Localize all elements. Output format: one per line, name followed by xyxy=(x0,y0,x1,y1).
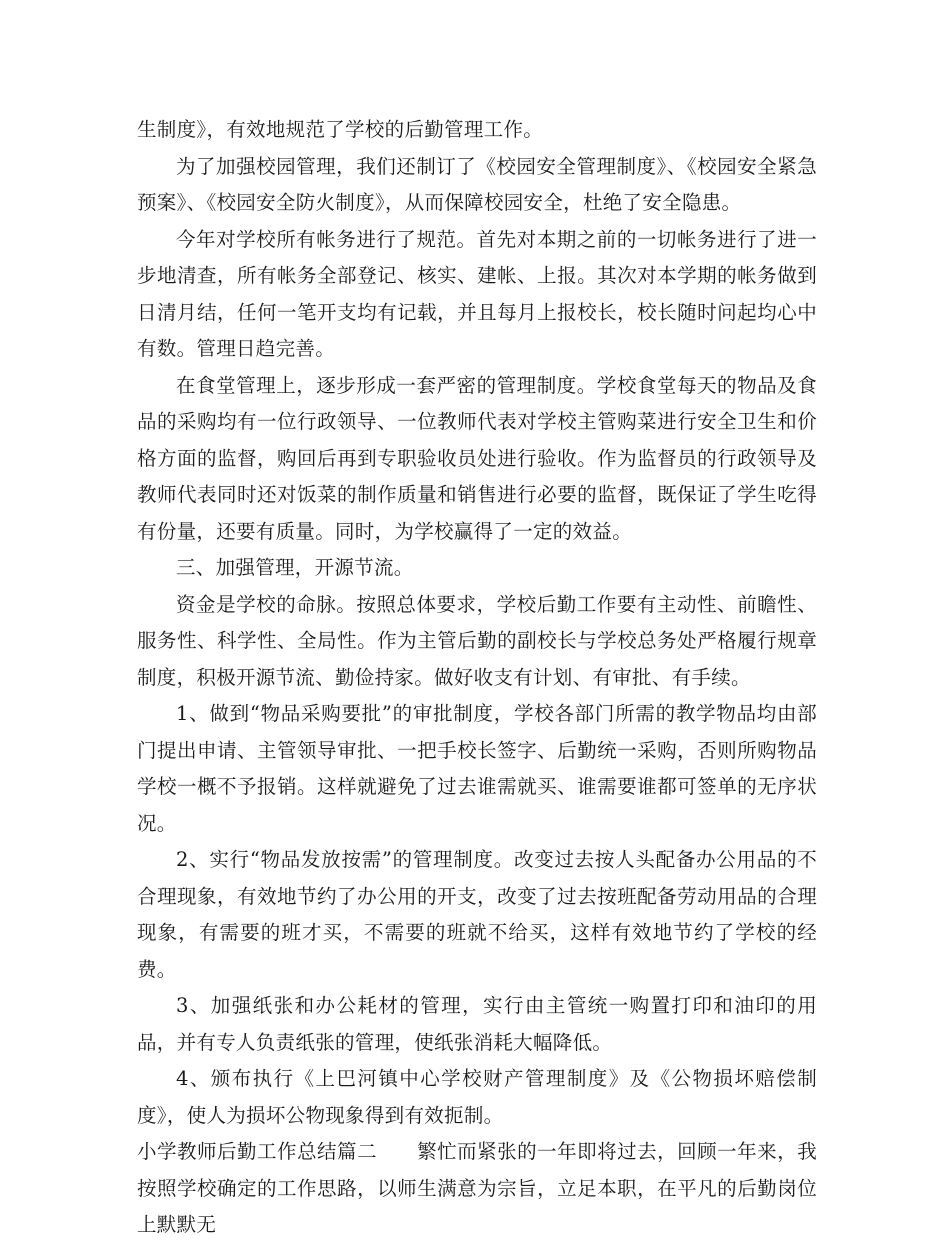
paragraph-1: 生制度》，有效地规范了学校的后勤管理工作。 xyxy=(137,118,544,141)
paragraph-3: 今年对学校所有帐务进行了规范。首先对本期之前的一切帐务进行了进一步地清查，所有帐务全部登记、核实、建帐、上报。其次对本学期的帐务做到日清月结，任何一笔开支均有记载，并且每月上报校长，校长随时问起均心中有数。管理日趋完善。 xyxy=(137,227,817,360)
list-item-2: 2、实行“物品发放按需”的管理制度。改变过去按人头配备办公用品的不合理现象，有效地节约了办公用的开支，改变了过去按班配备劳动用品的合理现象，有需要的班才买，不需要的班就不给买，这样有效地节约了学校的经费。 xyxy=(137,848,817,981)
paragraph-2: 为了加强校园管理，我们还制订了《校园安全管理制度》、《校园安全紧急预案》、《校园安全防火制度》，从而保障校园安全，杜绝了安全隐患。 xyxy=(137,154,817,214)
list-item-3: 3、加强纸张和办公耗材的管理，实行由主管统一购置打印和油印的用品，并有专人负责纸张的管理，使纸张消耗大幅降低。 xyxy=(137,994,817,1054)
paragraph-article-two: 小学教师后勤工作总结篇二 繁忙而紧张的一年即将过去，回顾一年来，我按照学校确定的工作思路，以师生满意为宗旨，立足本职，在平凡的后勤岗位上默默无 xyxy=(137,1140,817,1236)
paragraph-4: 在食堂管理上，逐步形成一套严密的管理制度。学校食堂每天的物品及食品的采购均有一位行政领导、一位教师代表对学校主管购菜进行安全卫生和价格方面的监督，购回后再到专职验收员处进行验收。作为监督员的行政领导及教师代表同时还对饭菜的制作质量和销售进行必要的监督，既保证了学生吃得有份量，还要有质量。同时，为学校赢得了一定的效益。 xyxy=(137,373,817,543)
document-body xyxy=(137,112,817,1244)
list-item-1: 1、做到“物品采购要批”的审批制度，学校各部门所需的教学物品均由部门提出申请、主管领导审批、一把手校长签字、后勤统一采购，否则所购物品学校一概不予报销。这样就避免了过去谁需就买、谁需要谁都可签单的无序状况。 xyxy=(137,702,817,835)
section-heading: 三、加强管理，开源节流。 xyxy=(176,556,414,579)
list-item-4: 4、颁布执行《上巴河镇中心学校财产管理制度》及《公物损坏赔偿制度》，使人为损坏公物现象得到有效扼制。 xyxy=(137,1067,817,1127)
paragraph-6: 资金是学校的命脉。按照总体要求，学校后勤工作要有主动性、前瞻性、服务性、科学性、全局性。作为主管后勤的副校长与学校总务处严格履行规章制度，积极开源节流、勤俭持家。做好收支有计划、有审批、有手续。 xyxy=(137,592,817,689)
